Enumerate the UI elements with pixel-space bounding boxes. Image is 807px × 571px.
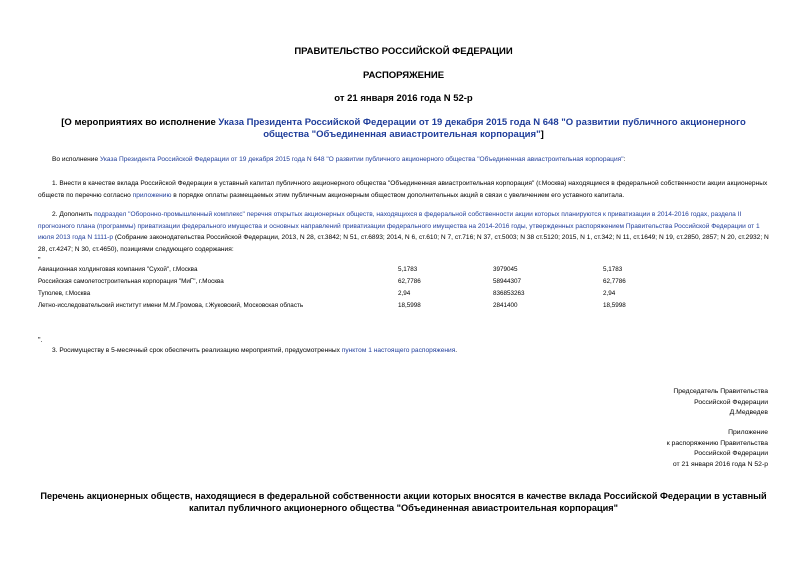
paragraph-item-3 (52, 345, 772, 357)
table-cell: 3979045 (493, 266, 518, 273)
table-cell: 58944307 (493, 278, 522, 285)
intro-prefix: Во исполнение (52, 156, 100, 163)
document-type: РАСПОРЯЖЕНИЕ (362, 70, 445, 81)
annex-ref: к распоряжению Правительства (666, 439, 768, 447)
table-cell: 62,7786 (603, 278, 626, 285)
table-row (38, 278, 683, 290)
annex-label: Приложение (728, 429, 768, 436)
annex-list-title: Перечень акционерных обществ, находящиеся в федеральной собственности акции которых вносятся в качестве вклада Российской Федерации в уставный капитал публичного акционерного общества "Объединенная авиастроительная корпорация" (40, 491, 767, 513)
item2-text-end: (Собрание законодательства Российской Федерации, 2013, N 28, ст.3842; N 51, ст.6893; 2014, N 6, ст.610; N 7, ст.716; N 37, ст.5003; N 38 ст.5120; 2015, N 1, ст.342; N 11, ст.1649; N 19, ст.2850, 2857; N 20, ст.2932; N 28, ст.4247; N 30, ст.4650), позициями следующего содержания: (38, 234, 769, 253)
paragraph-item-1 (38, 178, 773, 201)
intro-suffix: : (623, 156, 626, 163)
signature-country: Российской Федерации (694, 398, 768, 406)
table-cell: 5,1783 (603, 266, 623, 273)
annex-country: Российской Федерации (694, 450, 768, 457)
table-row (38, 302, 683, 314)
paragraph-intro (52, 154, 772, 166)
quote-open: " (38, 257, 41, 264)
title-prefix: [О мероприятиях во исполнение (61, 117, 219, 128)
table-cell: 836853263 (493, 290, 525, 297)
annex-link[interactable]: приложению (132, 191, 172, 199)
title-decree-link[interactable]: Указа Президента Российской Федерации от 19 декабря 2015 года N 648 "О развитии публичного акционерного общества "Объединенная авиастроительная корпорация" (218, 117, 746, 140)
signature-name: Д.Медведев (729, 409, 768, 416)
item1-text-end: в порядке оплаты размещаемых этим публичным акционерным обществом дополнительных акций в связи с увеличением его уставного капитала. (171, 191, 625, 199)
item3-text: 3. Росимуществу в 5-месячный срок обеспечить реализацию мероприятий, предусмотренных (52, 347, 342, 354)
privatization-plan-link[interactable]: подраздел "Оборонно-промышленный комплекс" перечня открытых акционерных обществ, находящихся в федеральной собственности акции которых планируются к приватизации в 2014-2016 годах, раздела II прогнозного плана (программы) приватизации федерального имущества и основных направлений приватизации федерального имущества на 2014-2016 годы, утвержденных распоряжением Правительства Российской Федерации от 1 июля 2013 года N 1111-р (38, 211, 760, 242)
document-title (40, 117, 767, 141)
table-cell: 2841400 (493, 302, 518, 309)
signature-block (560, 387, 768, 419)
table-row (38, 290, 683, 302)
paragraph-item-2 (38, 209, 773, 255)
table-cell: Летно-исследовательский институт имени М.М.Громова, г.Жуковский, Московская область (38, 302, 304, 309)
table-cell: 2,94 (603, 290, 616, 297)
table-cell: 18,5998 (603, 302, 626, 309)
table-cell: Российская самолетостроительная корпорация "МиГ", г.Москва (38, 278, 224, 285)
signature-position: Председатель Правительства (673, 388, 768, 395)
annex-date: от 21 января 2016 года N 52-р (672, 460, 768, 468)
companies-table (38, 266, 683, 314)
table-cell: 2,94 (398, 290, 411, 297)
annex-block (560, 428, 768, 470)
intro-decree-link[interactable]: Указа Президента Российской Федерации от 19 декабря 2015 года N 648 "О развитии публичного акционерного общества "Объединенная авиастроительная корпорация" (99, 156, 624, 163)
table-cell: 18,5998 (398, 302, 421, 309)
table-cell: Туполев, г.Москва (38, 290, 91, 297)
item1-reference-link[interactable]: пунктом 1 настоящего распоряжения (341, 347, 456, 354)
table-cell: Авиационная холдинговая компания "Сухой", г.Москва (38, 266, 198, 273)
table-cell: 62,7786 (398, 278, 421, 285)
document-date-number: от 21 января 2016 года N 52-р (334, 93, 473, 104)
table-cell: 5,1783 (398, 266, 418, 273)
item1-text: 1. Внести в качестве вклада Российской Федерации в уставный капитал публичного акционерного общества "Объединенная авиастроительная корпорация" (г.Москва) находящиеся в федеральной собственности акции акционерных обществ по перечню согласно (38, 180, 768, 199)
government-heading: ПРАВИТЕЛЬСТВО РОССИЙСКОЙ ФЕДЕРАЦИИ (294, 46, 513, 57)
title-suffix: ] (540, 129, 544, 140)
item3-text-end: . (455, 347, 458, 354)
item2-text: 2. Дополнить (52, 211, 95, 218)
table-row (38, 266, 683, 278)
quote-close: ". (38, 337, 43, 344)
